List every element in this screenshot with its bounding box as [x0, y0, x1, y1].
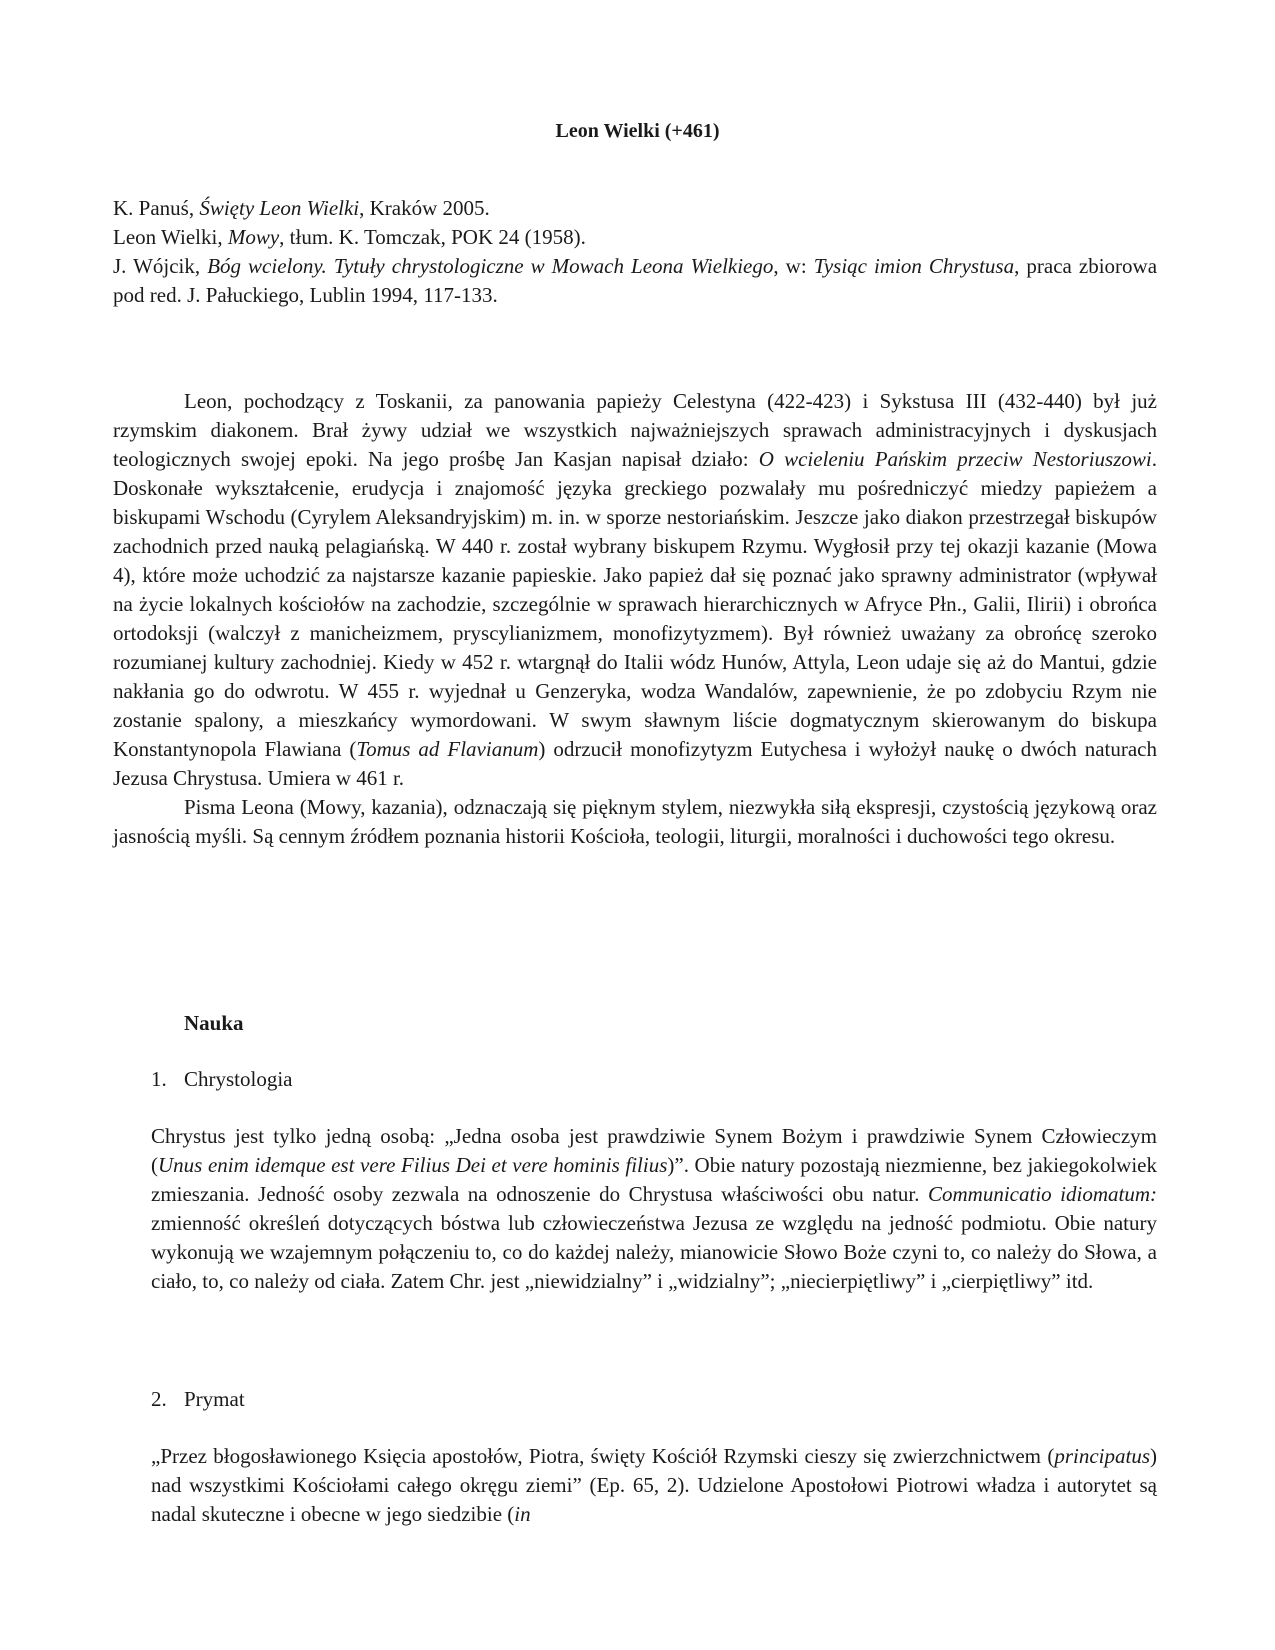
biography-section — [113, 387, 1157, 851]
subsection-number: 1. — [151, 1067, 167, 1091]
reference-text: , tłum. K. Tomczak, POK 24 (1958). — [279, 225, 586, 249]
christology-section — [151, 1122, 1157, 1296]
writings-paragraph: Pisma Leona (Mowy, kazania), odznaczają się pięknym stylem, niezwykła siłą ekspresji, czystością językową oraz jasnością myśli. Są cennym źródłem poznania historii Kościoła, teologii, liturgii, moralności i duchowości tego okresu. — [113, 795, 1157, 848]
reference-text: J. Wójcik, — [113, 254, 208, 278]
reference-title: Bóg wcielony. Tytuły chrystologiczne w Mowach Leona Wielkiego — [207, 254, 774, 278]
reference-text: K. Panuś, — [113, 196, 200, 220]
latin-term: principatus — [1054, 1444, 1150, 1468]
reference-entry — [113, 194, 1157, 223]
subsection-number: 2. — [151, 1387, 167, 1411]
reference-entry — [113, 252, 1157, 310]
work-title: Tomus ad Flavianum — [356, 737, 539, 761]
latin-term: in — [514, 1502, 531, 1526]
reference-text: , praca zbiorowa pod red. J. Pałuckiego, Lublin 1994, 117-133. — [113, 254, 1158, 307]
document-title: Leon Wielki (+461) — [555, 120, 720, 142]
latin-term: Communicatio idiomatum: — [928, 1182, 1157, 1206]
reference-title: Tysiąc imion Chrystusa — [813, 254, 1015, 278]
reference-text: , Kraków 2005. — [359, 196, 490, 220]
section-heading: Nauka — [184, 1011, 244, 1035]
subsection-heading — [151, 1387, 245, 1412]
reference-entry — [113, 223, 1157, 252]
subsection-title: Chrystologia — [184, 1067, 293, 1091]
work-title: O wcieleniu Pańskim przeciw Nestoriuszowi — [758, 447, 1152, 471]
reference-title: Święty Leon Wielki — [199, 196, 360, 220]
christology-paragraph: Chrystus jest tylko jedną osobą: „Jedna osoba jest prawdziwie Synem Bożym i prawdziwie Synem Człowieczym (Unus enim idemque est vere Filius Dei et vere hominis filius)”. Obie natury pozostają niezmienne, bez jakiegokolwiek zmieszania. Jedność osoby zezwala na odnoszenie do Chrystusa właściwości obu natur. Communicatio idiomatum: zmienność określeń dotyczących bóstwa lub człowieczeństwa Jezusa ze względu na jedność podmiotu. Obie natury wykonują we wzajemnym połączeniu to, co do każdej należy, mianowicie Słowo Boże czyni to, co należy do Słowa, a ciało, to, co należy od ciała. Zatem Chr. jest „niewidzialny” i „widzialny”; „niecierpiętliwy” i „cierpiętliwy” itd. — [151, 1124, 1157, 1293]
reference-text: , w: — [773, 254, 814, 278]
reference-title: Mowy — [227, 225, 280, 249]
bibliography — [113, 194, 1157, 310]
subsection-title: Prymat — [184, 1387, 245, 1411]
latin-quote: Unus enim idemque est vere Filius Dei et vere hominis filius — [158, 1153, 668, 1177]
primacy-paragraph: „Przez błogosławionego Księcia apostołów, Piotra, święty Kościół Rzymski cieszy się zwierzchnictwem (principatus) nad wszystkimi Kościołami całego okręgu ziemi” (Ep. 65, 2). Udzielone Apostołowi Piotrowi władza i autorytet są nadal skuteczne i obecne w jego siedzibie (in — [151, 1444, 1157, 1526]
reference-text: Leon Wielki, — [113, 225, 228, 249]
primacy-section — [151, 1442, 1157, 1529]
biography-paragraph: Leon, pochodzący z Toskanii, za panowania papieży Celestyna (422-423) i Sykstusa III (432-440) był już rzymskim diakonem. Brał żywy udział we wszystkich najważniejszych sprawach administracyjnych i dyskusjach teologicznych swojej epoki. Na jego prośbę Jan Kasjan napisał działo: O wcieleniu Pańskim przeciw Nestoriuszowi. Doskonałe wykształcenie, erudycja i znajomość języka greckiego pozwalały mu pośredniczyć miedzy papieżem a biskupami Wschodu (Cyrylem Aleksandryjskim) m. in. w sporze nestoriańskim. Jeszcze jako diakon przestrzegał biskupów zachodnich przed nauką pelagiańską. W 440 r. został wybrany biskupem Rzymu. Wygłosił przy tej okazji kazanie (Mowa 4), które może uchodzić za najstarsze kazanie papieskie. Jako papież dał się poznać jako sprawny administrator (wpływał na życie lokalnych kościołów na zachodzie, szczególnie w sprawach hierarchicznych w Afryce Płn., Galii, Ilirii) i obrońca ortodoksji (walczył z manicheizmem, pryscylianizmem, monofizytyzmem). Był również uważany za obrońcę szeroko rozumianej kultury zachodniej. Kiedy w 452 r. wtargnął do Italii wódz Hunów, Attyla, Leon udaje się aż do Mantui, gdzie nakłania go do odwrotu. W 455 r. wyjednał u Genzeryka, wodza Wandalów, zapewnienie, że po zdobyciu Rzym nie zostanie spalony, a mieszkańcy wymordowani. W swym sławnym liście dogmatycznym skierowanym do biskupa Konstantynopola Flawiana (Tomus ad Flavianum) odrzucił monofizytyzm Eutychesa i wyłożył naukę o dwóch naturach Jezusa Chrystusa. Umiera w 461 r. — [113, 389, 1157, 790]
subsection-heading — [151, 1067, 293, 1092]
